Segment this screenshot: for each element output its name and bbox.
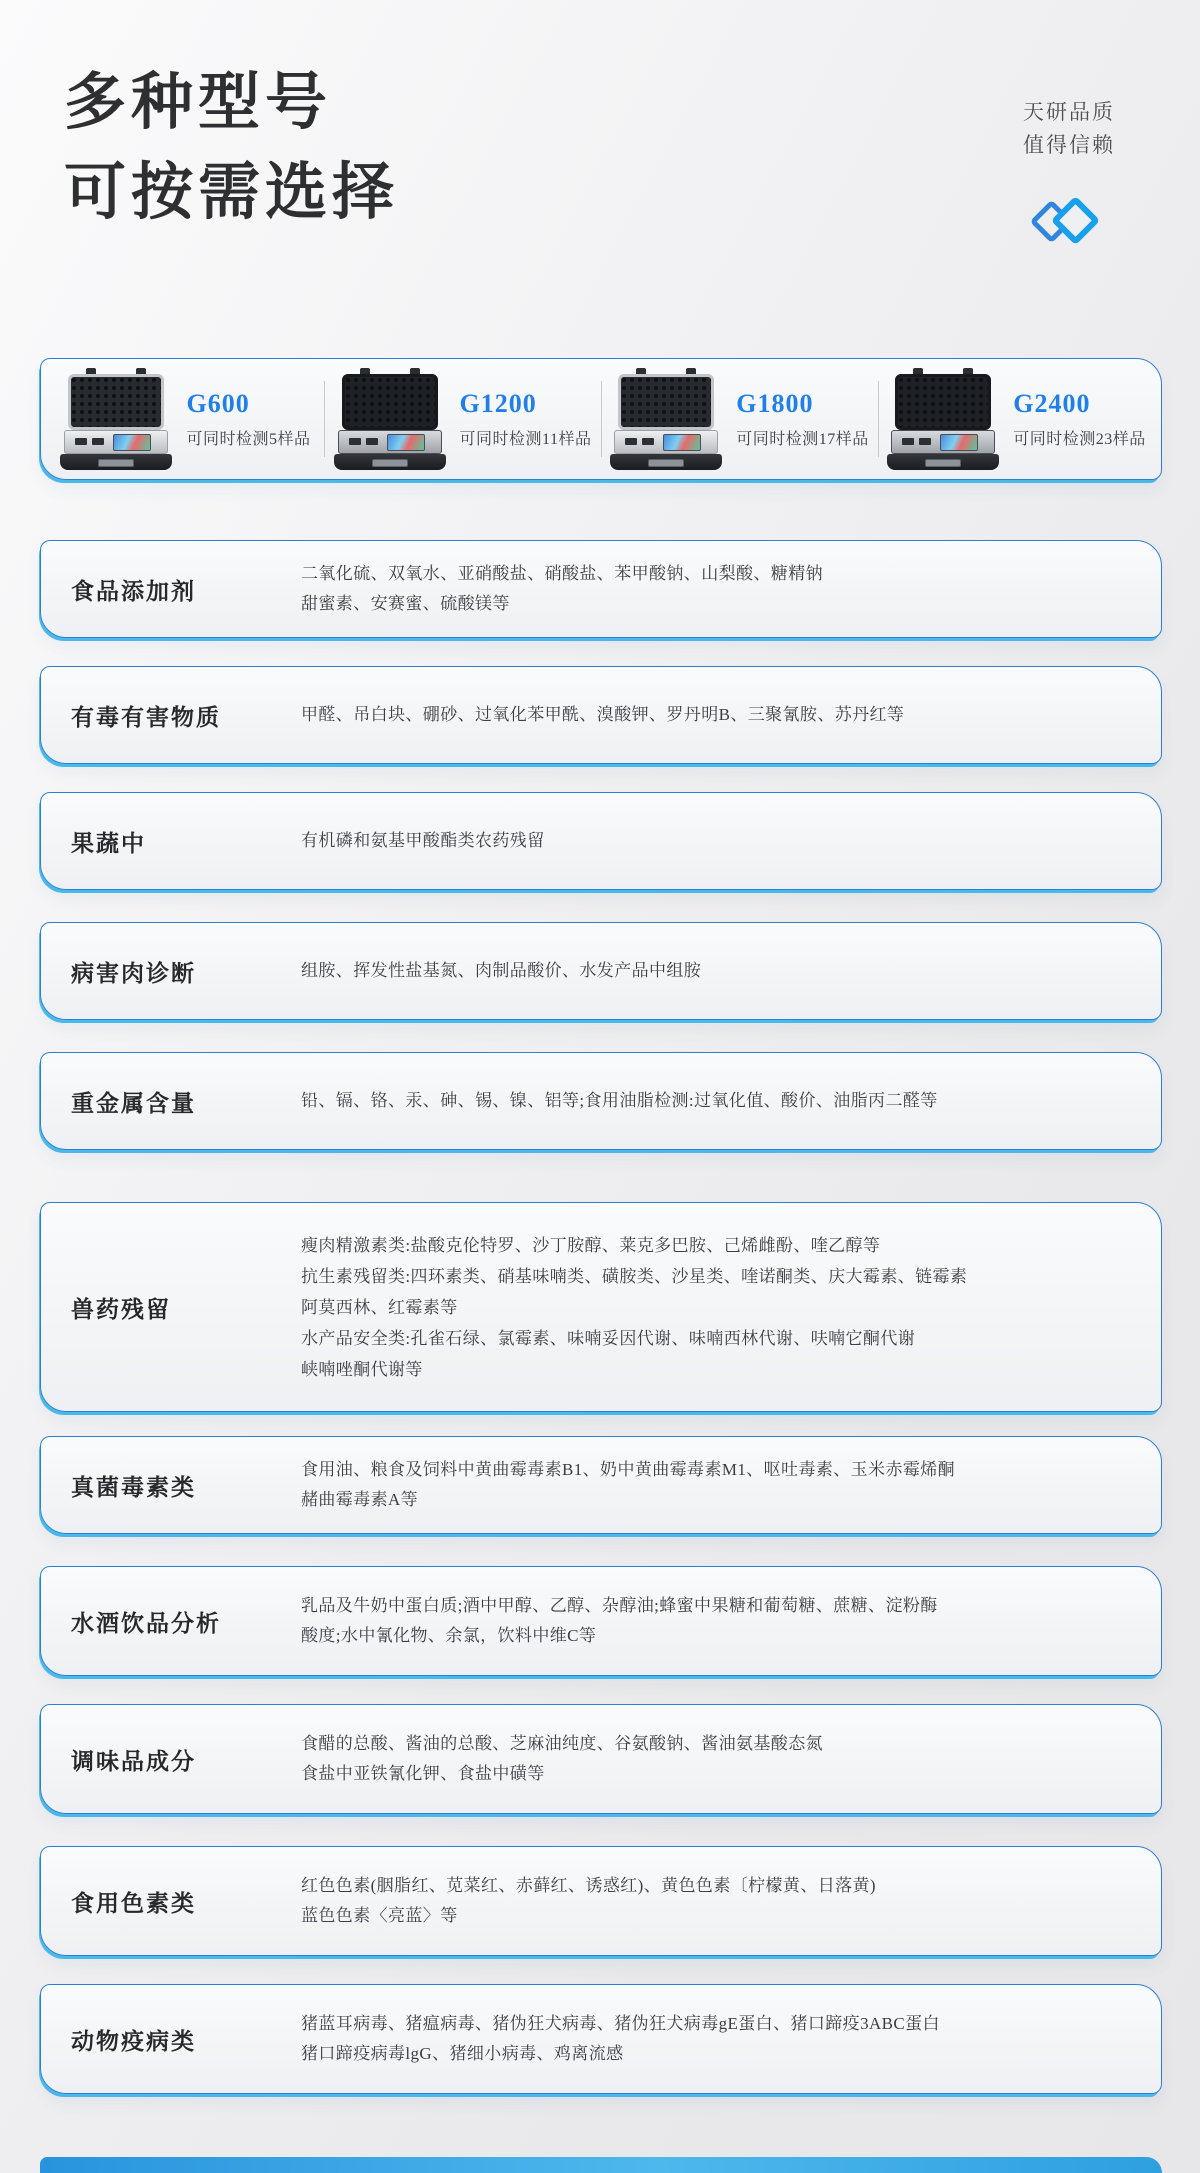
- category-line: 铅、镉、铬、汞、砷、锡、镍、铝等;食用油脂检测:过氧化值、酸价、油脂丙二醛等: [301, 1091, 938, 1110]
- category-line: 峡喃唑酮代谢等: [301, 1359, 423, 1379]
- header: [0, 0, 1200, 270]
- product-info: [1013, 389, 1146, 449]
- category-title: 水酒饮品分析: [71, 1610, 221, 1636]
- product-model: G1800: [736, 389, 814, 418]
- category-line: 有机磷和氨基甲酸酯类农药残留: [301, 831, 545, 850]
- product-info: [460, 389, 592, 449]
- product-case-image: [887, 368, 999, 470]
- device-screen-icon: [113, 434, 151, 451]
- product-case-image: [610, 368, 722, 470]
- category-line: 食醋的总酸、酱油的总酸、芝麻油纯度、谷氨酸钠、酱油氨基酸态氮: [301, 1734, 823, 1753]
- category-body: [301, 1591, 938, 1651]
- product-desc: 可同时检测5样品: [186, 431, 311, 448]
- category-body: [301, 1230, 967, 1385]
- page-title: [64, 58, 399, 238]
- category-title: 病害肉诊断: [71, 960, 196, 986]
- category-title: 调味品成分: [71, 1748, 196, 1774]
- category-line: 乳品及牛奶中蛋白质;酒中甲醇、乙醇、杂醇油;蜂蜜中果糖和葡萄糖、蔗糖、淀粉酶: [301, 1596, 938, 1615]
- category-line: 水产品安全类:孔雀石绿、氯霉素、味喃妥因代谢、味喃西林代谢、呋喃它酮代谢: [301, 1328, 916, 1348]
- category-line: 食用油、粮食及饲料中黄曲霉毒素B1、奶中黄曲霉毒素M1、呕吐毒素、玉米赤霉烯酮: [301, 1460, 956, 1479]
- category-line: 阿莫西林、红霉素等: [301, 1297, 458, 1317]
- page-title-line1: 多种型号: [64, 69, 333, 137]
- category-title: 食用色素类: [71, 1890, 196, 1916]
- brand-tagline-line1: 天研品质: [1023, 100, 1115, 124]
- category-line: 二氧化硫、双氧水、亚硝酸盐、硝酸盐、苯甲酸钠、山梨酸、糖精钠: [301, 564, 823, 583]
- category-line: 猪口蹄疫病毒lgG、猪细小病毒、鸡离流感: [301, 2044, 624, 2063]
- brand-diamond-logo-icon: [1035, 197, 1101, 249]
- category-line: 甲醛、吊白块、硼砂、过氧化苯甲酰、溴酸钾、罗丹明B、三聚氰胺、苏丹红等: [301, 705, 905, 724]
- category-title: 食品添加剂: [71, 578, 196, 604]
- category-title: 重金属含量: [71, 1090, 196, 1116]
- next-section-band: [40, 2157, 1162, 2173]
- category-line: 抗生素残留类:四环素类、硝基味喃类、磺胺类、沙星类、喹诺酮类、庆大霉素、链霉素: [301, 1266, 968, 1286]
- category-card-diseased-meat: [40, 922, 1162, 1020]
- category-body: [301, 1086, 938, 1116]
- category-title: 有毒有害物质: [71, 704, 221, 730]
- category-body: [301, 559, 823, 619]
- category-line: 猪蓝耳病毒、猪瘟病毒、猪伪狂犬病毒、猪伪狂犬病毒gE蛋白、猪口蹄疫3ABC蛋白: [301, 2014, 940, 2033]
- device-screen-icon: [940, 434, 978, 451]
- category-title: 兽药残留: [71, 1296, 171, 1322]
- category-card-heavy-metals: [40, 1052, 1162, 1150]
- product-desc: 可同时检测23样品: [1013, 431, 1146, 448]
- product-desc: 可同时检测17样品: [736, 431, 869, 448]
- page-title-line2: 可按需选择: [64, 159, 400, 227]
- category-line: 瘦肉精激素类:盐酸克伦特罗、沙丁胺醇、莱克多巴胺、己烯雌酚、喹乙醇等: [301, 1235, 881, 1255]
- category-line: 蓝色色素〈亮蓝〉等: [301, 1906, 458, 1925]
- category-card-water-wine-beverage: [40, 1566, 1162, 1676]
- category-card-food-colorants: [40, 1846, 1162, 1956]
- category-card-animal-epidemics: [40, 1984, 1162, 2094]
- product-model: G600: [186, 389, 250, 418]
- category-line: 赭曲霉毒素A等: [301, 1490, 419, 1509]
- product-cell-g1200: [324, 359, 601, 479]
- category-card-veterinary-drug-residue: [40, 1202, 1162, 1412]
- device-screen-icon: [387, 434, 425, 451]
- product-case-image: [334, 368, 446, 470]
- content: [40, 358, 1162, 2094]
- product-model: G2400: [1013, 389, 1091, 418]
- category-body: [301, 1455, 955, 1515]
- product-strip: [40, 358, 1162, 480]
- category-line: 甜蜜素、安赛蜜、硫酸镁等: [301, 594, 510, 613]
- category-line: 酸度;水中氰化物、余氯，饮料中维C等: [301, 1626, 597, 1645]
- category-card-mycotoxins: [40, 1436, 1162, 1534]
- product-model: G1200: [459, 389, 537, 418]
- product-cell-g1800: [601, 359, 878, 479]
- category-body: [301, 2009, 940, 2069]
- device-screen-icon: [663, 434, 701, 451]
- category-card-food-additives: [40, 540, 1162, 638]
- category-card-condiments: [40, 1704, 1162, 1814]
- diamond-right-icon: [1051, 196, 1100, 245]
- category-body: [301, 700, 904, 730]
- product-case-image: [60, 368, 172, 470]
- category-line: 红色色素(胭脂红、苋菜红、赤藓红、诱惑红)、黄色色素〔柠檬黄、日落黄): [301, 1876, 876, 1895]
- product-info: [186, 389, 310, 449]
- brand-tagline: [1023, 96, 1115, 162]
- category-title: 真菌毒素类: [71, 1474, 196, 1500]
- product-cell-g2400: [878, 359, 1155, 479]
- category-body: [301, 1729, 823, 1789]
- category-card-toxic-substances: [40, 666, 1162, 764]
- category-body: [301, 956, 701, 986]
- brand-tagline-line2: 值得信赖: [1023, 133, 1115, 157]
- category-line: 组胺、挥发性盐基氮、肉制品酸价、水发产品中组胺: [301, 961, 702, 980]
- product-desc: 可同时检测11样品: [459, 431, 592, 448]
- product-info: [736, 389, 869, 449]
- category-card-fruit-vegetable: [40, 792, 1162, 890]
- category-title: 动物疫病类: [71, 2028, 196, 2054]
- category-body: [301, 826, 545, 856]
- product-cell-g600: [47, 359, 324, 479]
- category-title: 果蔬中: [71, 830, 146, 856]
- category-line: 食盐中亚铁氰化钾、食盐中磺等: [301, 1764, 545, 1783]
- category-body: [301, 1871, 876, 1931]
